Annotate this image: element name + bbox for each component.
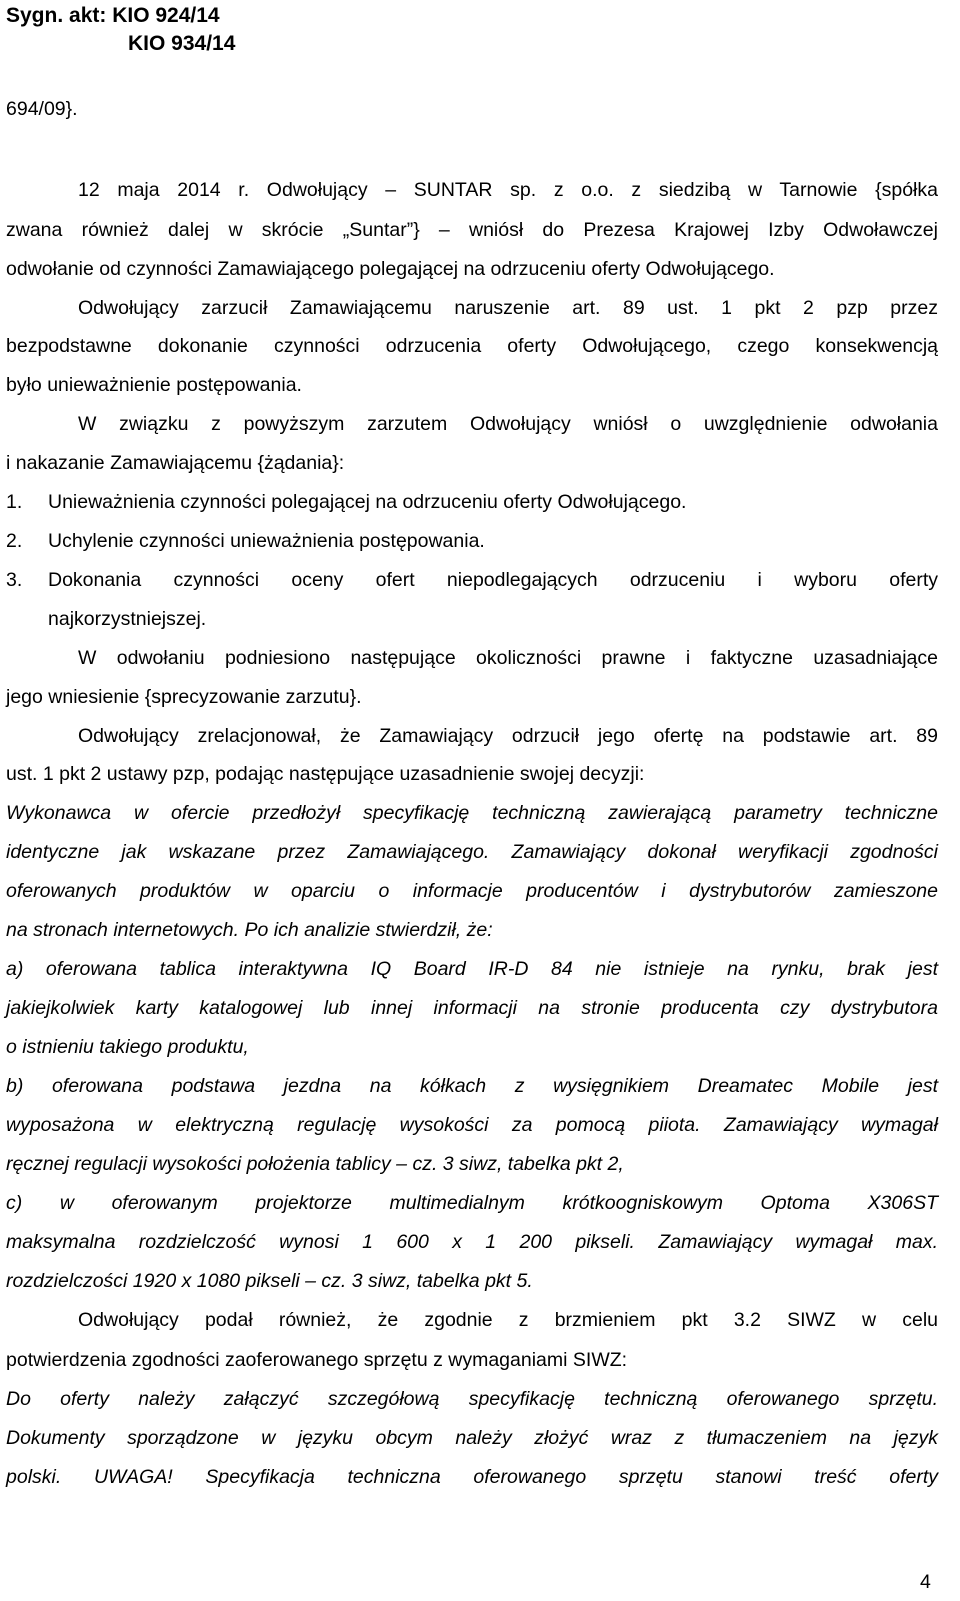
quoted-line: c) w oferowanym projektorze multimedialnym krótkoogniskowym Optoma X306ST: [6, 1192, 938, 1214]
quoted-line: a) oferowana tablica interaktywna IQ Board IR-D 84 nie istnieje na rynku, brak jest: [6, 958, 938, 980]
quoted-line: jakiejkolwiek karty katalogowej lub innej informacji na stronie producenta czy dystrybutora: [6, 997, 938, 1019]
case-number-line-2: KIO 934/14: [128, 32, 236, 55]
quoted-line: polski. UWAGA! Specyfikacja techniczna oferowanego sprzętu stanowi treść oferty: [6, 1466, 938, 1488]
list-number: 3.: [6, 569, 23, 591]
quoted-line: o istnieniu takiego produktu,: [6, 1036, 249, 1058]
text-line: Odwołujący zrelacjonował, że Zamawiający odrzucił jego ofertę na podstawie art. 89: [78, 725, 938, 747]
text-line: było unieważnienie postępowania.: [6, 374, 302, 396]
quoted-line: rozdzielczości 1920 x 1080 pikseli – cz. 3 siwz, tabelka pkt 5.: [6, 1270, 533, 1292]
quoted-line: identyczne jak wskazane przez Zamawiającego. Zamawiający dokonał weryfikacji zgodności: [6, 841, 938, 863]
text-line: zwana również dalej w skrócie „Suntar”} – wniósł do Prezesa Krajowej Izby Odwoławczej: [6, 219, 938, 241]
list-item-text: Unieważnienia czynności polegającej na odrzuceniu oferty Odwołującego.: [48, 491, 687, 513]
text-line: Odwołujący podał również, że zgodnie z brzmieniem pkt 3.2 SIWZ w celu: [78, 1309, 938, 1331]
text-line: i nakazanie Zamawiającemu {żądania}:: [6, 452, 345, 474]
list-item-text: najkorzystniejszej.: [48, 608, 207, 630]
case-number-line-1: Sygn. akt: KIO 924/14: [6, 4, 220, 27]
text-line: W odwołaniu podniesiono następujące okoliczności prawne i faktyczne uzasadniające: [78, 647, 938, 669]
quoted-line: b) oferowana podstawa jezdna na kółkach z wysięgnikiem Dreamatec Mobile jest: [6, 1075, 938, 1097]
quoted-line: oferowanych produktów w oparciu o informacje producentów i dystrybutorów zamieszone: [6, 880, 938, 902]
quoted-line: Dokumenty sporządzone w języku obcym należy złożyć wraz z tłumaczeniem na język: [6, 1427, 938, 1449]
text-line: 12 maja 2014 r. Odwołujący – SUNTAR sp. z o.o. z siedzibą w Tarnowie {spółka: [78, 179, 938, 201]
text-line: W związku z powyższym zarzutem Odwołujący wniósł o uwzględnienie odwołania: [78, 413, 938, 435]
list-number: 2.: [6, 530, 23, 552]
list-item-text: Dokonania czynności oceny ofert niepodlegających odrzuceniu i wyboru oferty: [48, 569, 938, 591]
quoted-line: ręcznej regulacji wysokości położenia tablicy – cz. 3 siwz, tabelka pkt 2,: [6, 1153, 624, 1175]
text-line: potwierdzenia zgodności zaoferowanego sprzętu z wymaganiami SIWZ:: [6, 1349, 628, 1371]
text-line: 694/09}.: [6, 98, 78, 120]
text-line: bezpodstawne dokonanie czynności odrzucenia oferty Odwołującego, czego konsekwencją: [6, 335, 938, 357]
quoted-line: maksymalna rozdzielczość wynosi 1 600 x 1 200 pikseli. Zamawiający wymagał max.: [6, 1231, 938, 1253]
text-line: odwołanie od czynności Zamawiającego polegającej na odrzuceniu oferty Odwołującego.: [6, 258, 775, 280]
quoted-line: Wykonawca w ofercie przedłożył specyfikację techniczną zawierającą parametry techniczne: [6, 802, 938, 824]
text-line: jego wniesienie {sprecyzowanie zarzutu}.: [6, 686, 362, 708]
text-line: ust. 1 pkt 2 ustawy pzp, podając następujące uzasadnienie swojej decyzji:: [6, 763, 645, 785]
quoted-line: na stronach internetowych. Po ich analizie stwierdził, że:: [6, 919, 493, 941]
quoted-line: wyposażona w elektryczną regulację wysokości za pomocą piiota. Zamawiający wymagał: [6, 1114, 938, 1136]
text-line: Odwołujący zarzucił Zamawiającemu naruszenie art. 89 ust. 1 pkt 2 pzp przez: [78, 297, 938, 319]
quoted-line: Do oferty należy załączyć szczegółową specyfikację techniczną oferowanego sprzętu.: [6, 1388, 938, 1410]
list-item-text: Uchylenie czynności unieważnienia postępowania.: [48, 530, 485, 552]
list-number: 1.: [6, 491, 23, 513]
page-number: 4: [920, 1571, 931, 1593]
